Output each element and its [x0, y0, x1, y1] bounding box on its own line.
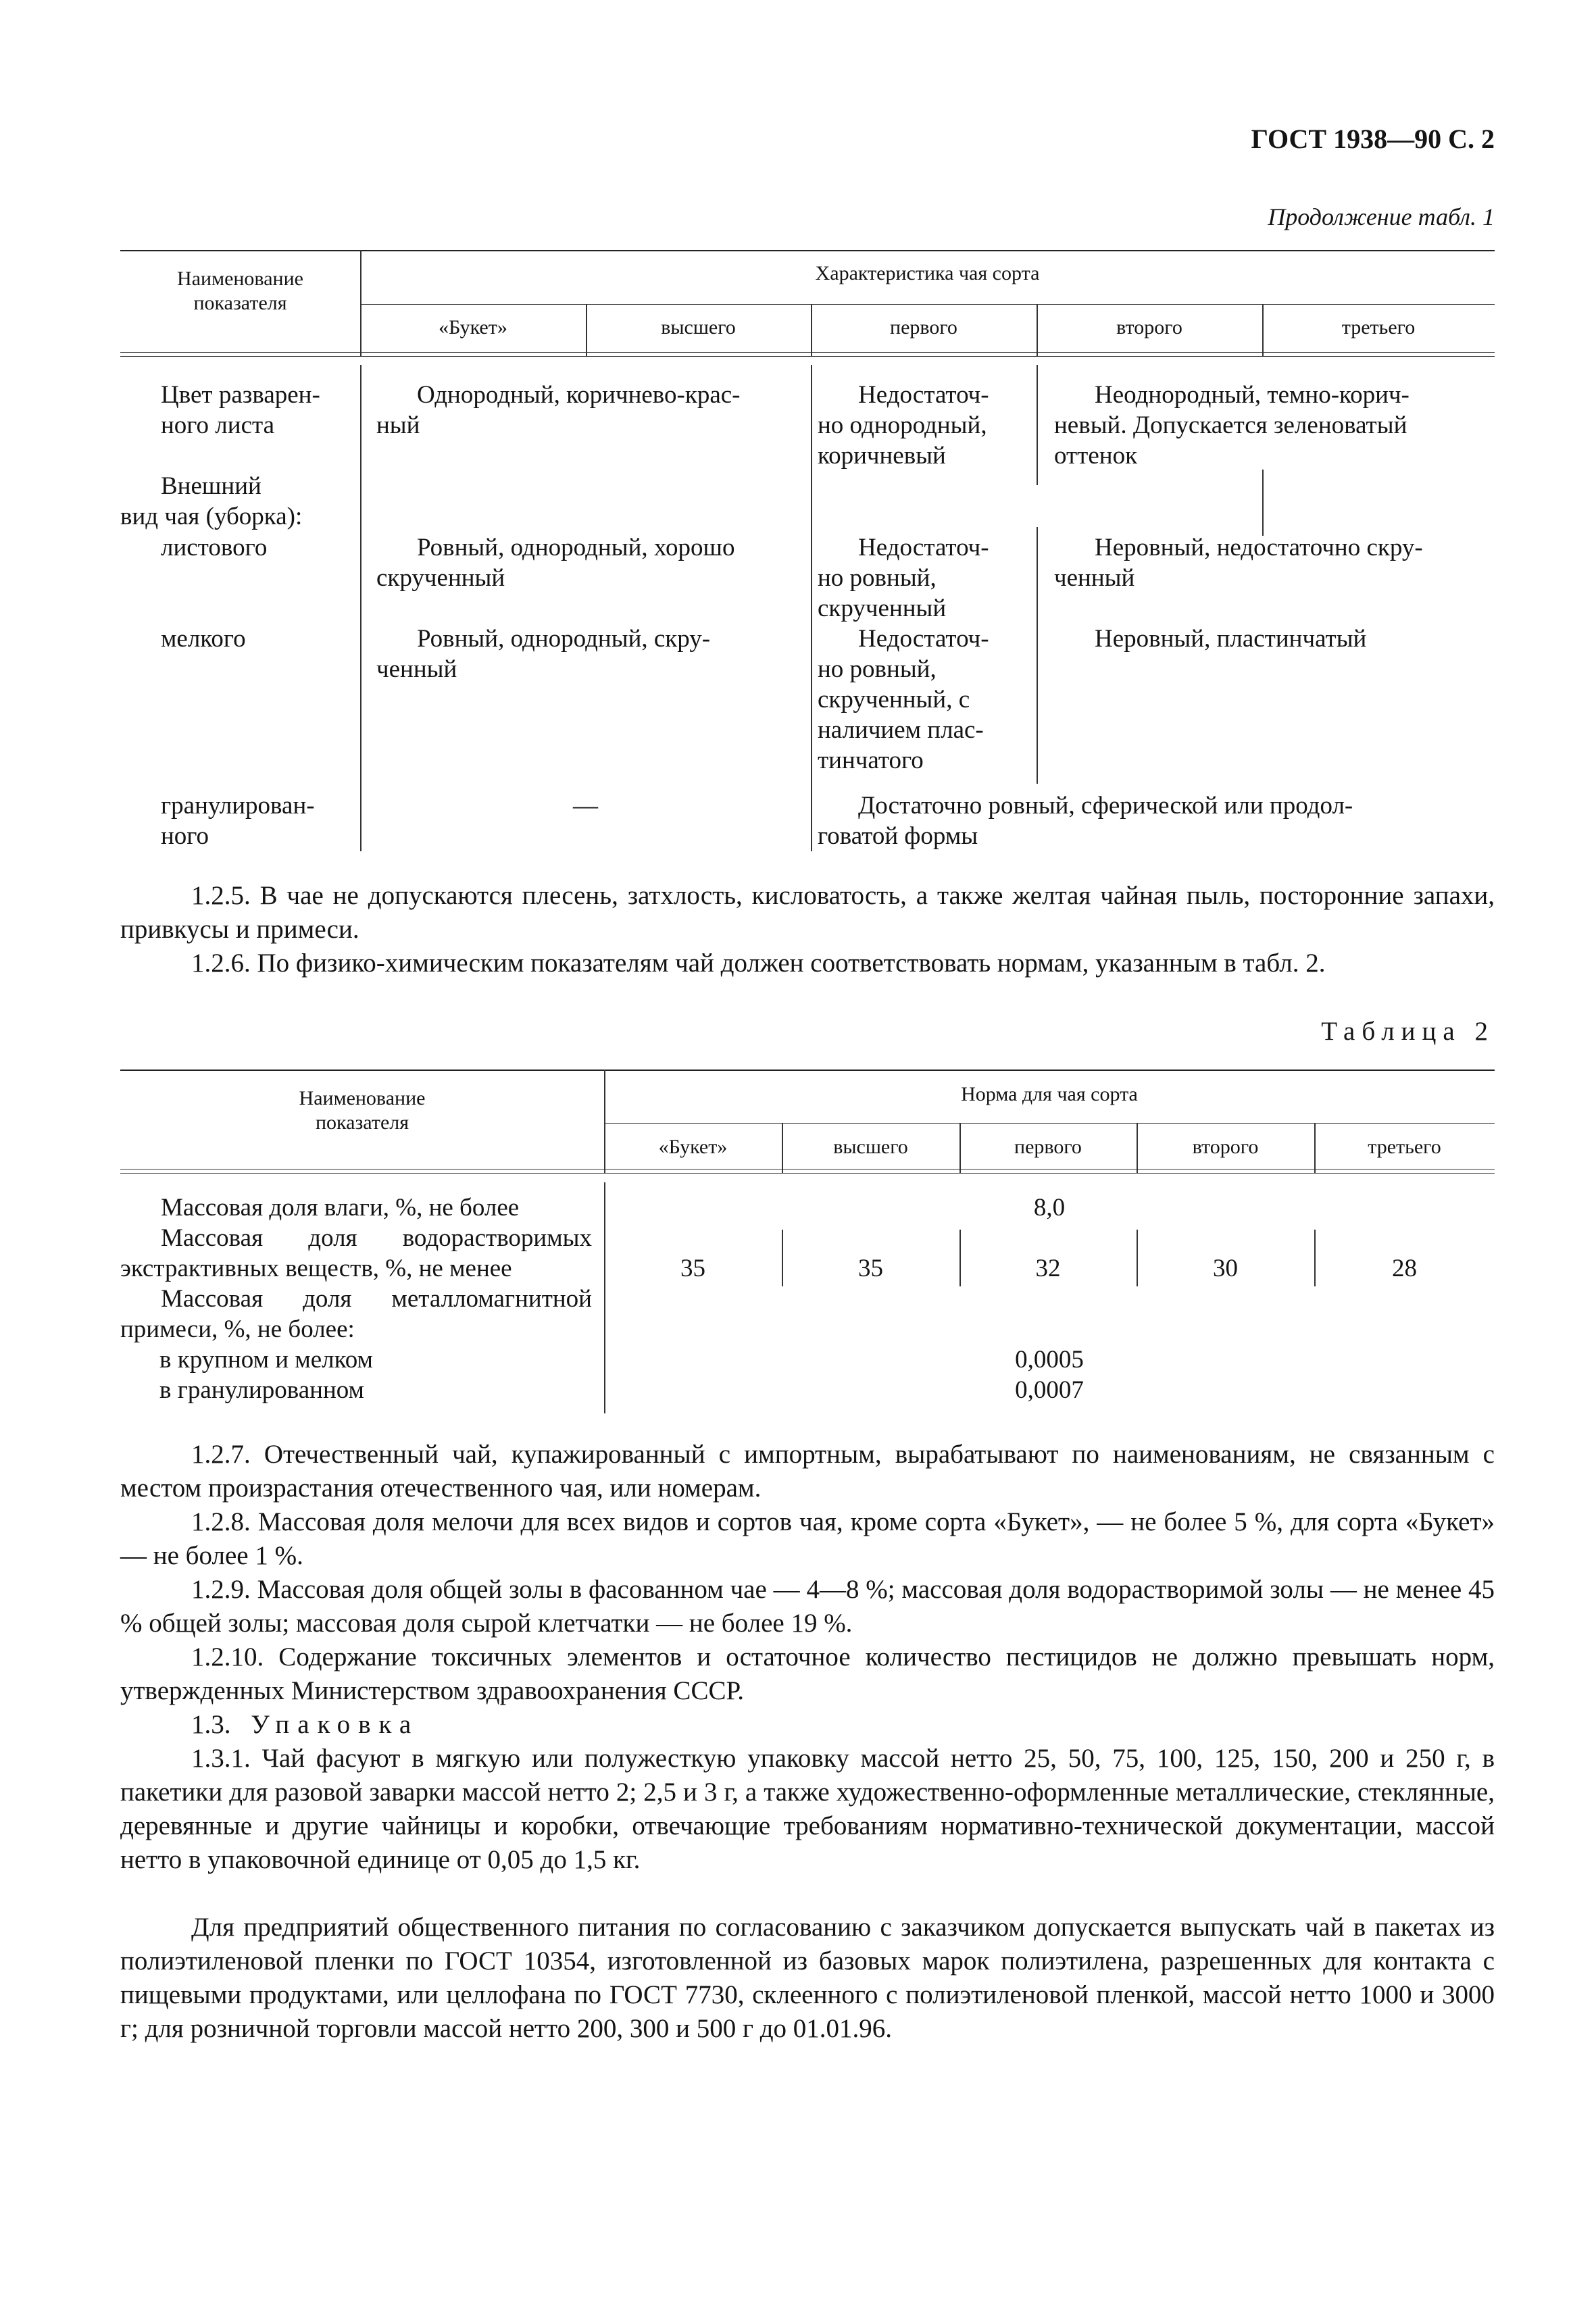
- table-2-caption: Таблица 2: [1321, 1017, 1495, 1046]
- table-1-row-granulated-label: гранулирован- ного: [161, 792, 315, 850]
- table-1-row-color-a: Однородный, коричнево-крас- ный: [376, 381, 741, 439]
- table-2-grade-highest: высшего: [833, 1136, 908, 1158]
- table-1-row-small-label: мелкого: [161, 625, 246, 653]
- paragraph-1-2-5: 1.2.5. В чае не допускаются плесень, затхлость, кисловатость, а также желтая чайная пыль, посторонние запахи, привкусы и примеси.: [120, 881, 1495, 944]
- table-1-row-leaf-c: Неровный, недостаточно скру- ченный: [1054, 534, 1423, 592]
- table-2-row-metal-large-label: в крупном и мелком: [159, 1346, 373, 1374]
- table-2-header-group: Норма для чая сорта: [961, 1083, 1138, 1105]
- table-2-row-extract-label: Массовая доля водорастворимых экстрактивных веществ, %, не менее: [120, 1224, 592, 1282]
- table-1-header-group: Характеристика чая сорта: [815, 262, 1040, 284]
- table-2-row-metal-label: Массовая доля металломагнитной примеси, %, не более:: [120, 1285, 592, 1343]
- table-2-grade-first: первого: [1014, 1136, 1082, 1158]
- table-1-row-small-c: Неровный, пластинчатый: [1095, 625, 1367, 653]
- table-1-row-color-label: Цвет разварен- ного листа: [161, 381, 320, 439]
- paragraph-1-2-8: 1.2.8. Массовая доля мелочи для всех видов и сортов чая, кроме сорта «Букет», — не более 5 %, для сорта «Букет» — не более 1 %.: [120, 1507, 1495, 1570]
- table-1-grade-first: первого: [890, 316, 957, 338]
- paragraph-1-2-7: 1.2.7. Отечественный чай, купажированный с импортным, вырабатывают по наименованиям, не связанным с местом произрастания отечественного чая, или номерам.: [120, 1440, 1495, 1503]
- table-2-grade-second: второго: [1192, 1136, 1259, 1158]
- table-2-grade-buket: «Букет»: [658, 1136, 728, 1158]
- paragraph-1-2-10: 1.2.10. Содержание токсичных элементов и остаточное количество пестицидов не должно превышать норм, утвержденных Министерством здравоохранения СССР.: [120, 1642, 1495, 1705]
- table-1-grade-third: третьего: [1341, 316, 1416, 338]
- table-2-extract-second: 30: [1213, 1255, 1238, 1282]
- table-continuation-label: Продолжение табл. 1: [1268, 203, 1495, 230]
- table-2-row-metal-gran-value: 0,0007: [1015, 1376, 1084, 1404]
- table-1-row-appearance-label: Внешний вид чая (уборка):: [120, 472, 303, 530]
- table-1-grade-buket: «Букет»: [439, 316, 507, 338]
- table-2-extract-first: 32: [1035, 1255, 1061, 1282]
- section-1-3-heading: [191, 1708, 419, 1742]
- table-1-row-leaf-label: листового: [161, 534, 268, 561]
- paragraph-1-2-9: 1.2.9. Массовая доля общей золы в фасованном чае — 4—8 %; массовая доля водорастворимой золы — не менее 45 % общей золы; массовая доля сырой клетчатки — не более 19 %.: [120, 1575, 1495, 1638]
- table-2-extract-highest: 35: [858, 1255, 883, 1282]
- paragraph-catering: Для предприятий общественного питания по согласованию с заказчиком допускается выпускать чай в пакетах из полиэтиленовой пленки по ГОСТ 10354, изготовленной из базовых марок полиэтилена, разрешенных для контакта с пищевыми продуктами, или целлофана по ГОСТ 7730, склеенного с полиэтиленовой пленкой, массой нетто 1000 и 3000 г; для розничной торговли массой нетто 200, 300 и 500 г до 01.01.96.: [120, 1913, 1495, 2043]
- table-1-row-granulated-a: —: [573, 792, 598, 820]
- table-2-extract-buket: 35: [680, 1255, 705, 1282]
- table-1-grade-highest: высшего: [661, 316, 736, 338]
- section-1-3-number: 1.3.: [191, 1710, 231, 1739]
- table-1-row-color-c: Неоднородный, темно-корич- невый. Допускается зеленоватый оттенок: [1054, 381, 1410, 470]
- table-1-row-granulated-b: Достаточно ровный, сферической или продол- говатой формы: [818, 792, 1353, 850]
- table-2-header-indicator: Наименование показателя: [299, 1087, 426, 1134]
- table-1-grade-second: второго: [1116, 316, 1182, 338]
- paragraph-1-2-6: 1.2.6. По физико-химическим показателям чай должен соответствовать нормам, указанным в табл. 2.: [191, 949, 1326, 978]
- table-1-row-color-b: Недостаточ- но однородный, коричневый: [818, 381, 989, 470]
- table-1-header-indicator: Наименование показателя: [177, 268, 303, 314]
- paragraph-1-3-1: 1.3.1. Чай фасуют в мягкую или полужесткую упаковку массой нетто 25, 50, 75, 100, 125, 150, 200 и 250 г, в пакетики для разовой заварки массой нетто 2; 2,5 и 3 г, а также художественно-оформленные металлические, стеклянные, деревянные и другие чайницы и коробки, отвечающие требованиям нормативно-технической документации, массой нетто в упаковочной единице от 0,05 до 1,5 кг.: [120, 1744, 1495, 1874]
- table-2-extract-third: 28: [1392, 1255, 1417, 1282]
- table-2-row-metal-gran-label: в гранулированном: [159, 1376, 364, 1404]
- table-2-row-metal-large-value: 0,0005: [1015, 1346, 1084, 1374]
- table-2-row-moisture-label: Массовая доля влаги, %, не более: [161, 1194, 520, 1222]
- table-1-row-small-a: Ровный, однородный, скру- ченный: [376, 625, 711, 683]
- table-2-row-moisture-value: 8,0: [1033, 1194, 1066, 1222]
- document-reference: ГОСТ 1938—90 С. 2: [1251, 124, 1495, 154]
- table-2-grade-third: третьего: [1368, 1136, 1441, 1158]
- table-1-row-small-b: Недостаточ- но ровный, скрученный, с наличием плас- тинчатого: [818, 625, 989, 774]
- section-1-3-title: Упаковка: [251, 1710, 420, 1739]
- table-1-row-leaf-a: Ровный, однородный, хорошо скрученный: [376, 534, 735, 592]
- table-1-row-leaf-b: Недостаточ- но ровный, скрученный: [818, 534, 989, 622]
